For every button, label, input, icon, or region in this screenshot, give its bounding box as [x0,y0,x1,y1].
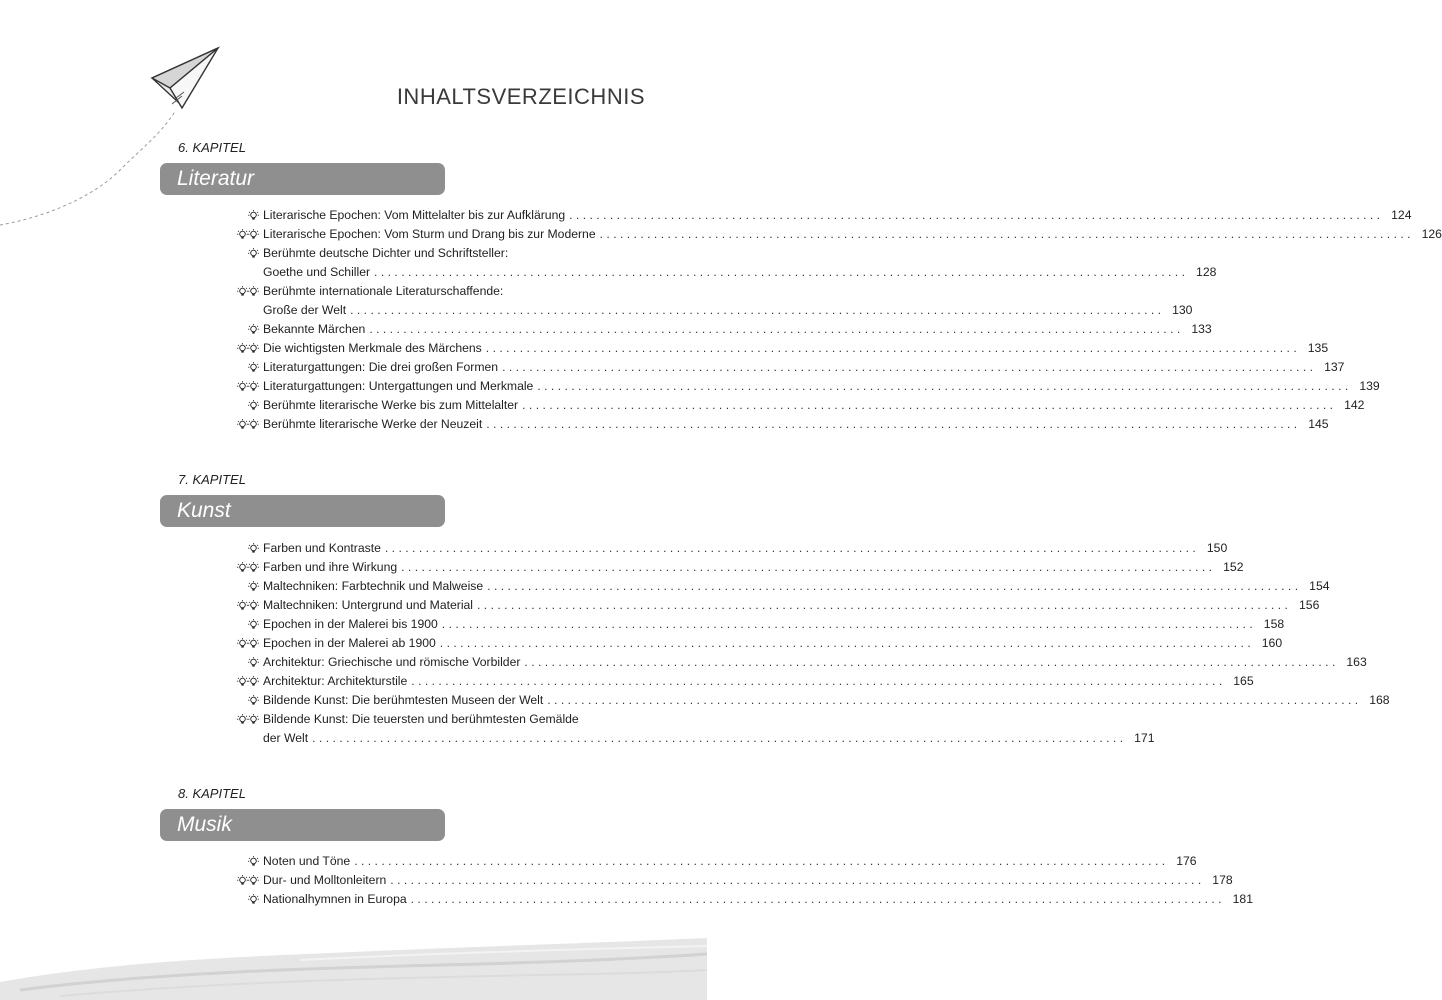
dot-leader: ........................................................................................................................ [569,208,1384,222]
double-lightbulb-icon [237,596,259,615]
chapter-title-bar: Musik [160,809,445,841]
chapter-entry-list [228,539,1390,748]
chapter-label: 7. KAPITEL [178,472,246,487]
toc-entry-row [263,396,1365,415]
toc-entry [228,710,1155,748]
dot-leader: ........................................................................................................................ [441,617,1257,631]
toc-entry-row [263,634,1283,653]
toc-entry [228,225,1442,244]
chapter-label: 6. KAPITEL [178,140,246,155]
toc-entry-row [263,615,1285,634]
toc-entry-title: Literarische Epochen: Vom Sturm und Drang bis zur Moderne [263,227,596,241]
lightbulb-icon [248,244,259,263]
toc-entry-row [263,691,1390,710]
toc-entry [228,596,1320,615]
toc-page-number: 156 [1299,598,1320,612]
dot-leader: ........................................................................................................................ [312,731,1127,745]
toc-entry [228,320,1212,339]
toc-entry-row [263,415,1329,434]
toc-entry-row [263,320,1212,339]
toc-entry [228,852,1197,871]
toc-page-number: 178 [1212,873,1233,887]
toc-entry-row [263,206,1412,225]
chapter-title-bar: Kunst [160,495,445,527]
toc-entry-title: Berühmte literarische Werke bis zum Mittelalter [263,398,519,412]
dot-leader: ........................................................................................................................ [486,417,1301,431]
lightbulb-icon [248,653,259,672]
toc-entry-title: Literarische Epochen: Vom Mittelalter bis zur Aufklärung [263,208,566,222]
toc-entry-row [263,225,1442,244]
lightbulb-icon [248,206,259,225]
chapter-entry-list [228,852,1253,909]
toc-entry-row [263,653,1367,672]
toc-page-number: 181 [1232,892,1253,906]
toc-entry [228,539,1228,558]
toc-entry-row [263,558,1244,577]
toc-entry [228,691,1390,710]
brush-stroke-decoration [0,920,707,1000]
dot-leader: ........................................................................................................................ [599,227,1414,241]
toc-entry-title: Goethe und Schiller [263,265,371,279]
lightbulb-icon [248,320,259,339]
toc-page-number: 150 [1206,541,1228,555]
toc-entry-title: Maltechniken: Farbtechnik und Malweise [263,579,484,593]
toc-page-number: 168 [1369,693,1390,707]
double-lightbulb-icon [237,558,259,577]
lightbulb-icon [248,396,259,415]
toc-entry-row [263,596,1320,615]
toc-entry-title: Epochen in der Malerei ab 1900 [263,636,436,650]
toc-entry-title-line: Bildende Kunst: Die teuersten und berühmtesten Gemälde [263,712,579,726]
toc-entry-row [263,871,1233,890]
double-lightbulb-icon [237,871,259,890]
toc-page-number: 130 [1172,303,1193,317]
toc-page-number: 124 [1391,208,1412,222]
toc-page-number: 163 [1346,655,1367,669]
toc-page-number: 154 [1309,579,1330,593]
toc-entry [228,634,1283,653]
dot-leader: ........................................................................................................................ [374,265,1189,279]
dot-leader: ........................................................................................................................ [522,398,1337,412]
toc-page-number: 128 [1196,265,1217,279]
toc-entry [228,396,1365,415]
toc-page-number: 126 [1421,227,1442,241]
page-title: INHALTSVERZEICHNIS [396,84,645,109]
toc-entry-title: Bekannte Märchen [263,322,366,336]
lightbulb-icon [248,852,259,871]
toc-entry [228,244,1217,282]
toc-page-number: 137 [1324,360,1345,374]
dot-leader: ........................................................................................................................ [410,892,1225,906]
chapter-entry-list [228,206,1442,434]
toc-page-number: 152 [1223,560,1244,574]
chapter-label: 8. KAPITEL [178,786,246,801]
toc-entry-title: Die wichtigsten Merkmale des Märchens [263,341,482,355]
double-lightbulb-icon [237,377,259,396]
toc-entry [228,577,1330,596]
double-lightbulb-icon [237,225,259,244]
toc-page-number: 145 [1308,417,1329,431]
toc-entry-row [263,339,1329,358]
toc-entry-row [263,539,1228,558]
double-lightbulb-icon [237,634,259,653]
dot-leader: ........................................................................................................................ [390,873,1205,887]
toc-entry-title: Architektur: Architekturstile [263,674,408,688]
toc-entry-title: Literaturgattungen: Die drei großen Formen [263,360,499,374]
lightbulb-icon [248,691,259,710]
toc-entry-title: Noten und Töne [263,854,351,868]
toc-entry [228,890,1253,909]
toc-page-number: 158 [1263,617,1285,631]
dot-leader: ........................................................................................................................ [487,579,1302,593]
dot-leader: ........................................................................................................................ [411,674,1226,688]
toc-entry-title: Große der Welt [263,303,347,317]
dot-leader: ........................................................................................................................ [354,854,1169,868]
dot-leader: ........................................................................................................................ [350,303,1165,317]
lightbulb-icon [248,539,259,558]
toc-entry [228,558,1244,577]
toc-page-number: 133 [1191,322,1212,336]
lightbulb-icon [248,890,259,909]
toc-entry [228,615,1285,634]
double-lightbulb-icon [237,710,259,729]
double-lightbulb-icon [237,672,259,691]
toc-entry-title-line: Berühmte deutsche Dichter und Schriftsteller: [263,246,509,260]
toc-entry [228,358,1345,377]
dot-leader: ........................................................................................................................ [477,598,1292,612]
toc-entry-row [263,263,1217,282]
toc-entry [228,653,1367,672]
toc-page-number: 139 [1359,379,1380,393]
toc-entry-title: der Welt [263,731,309,745]
toc-entry-row [263,672,1254,691]
toc-entry-row [263,301,1193,320]
lightbulb-icon [248,358,259,377]
toc-entry [228,377,1380,396]
toc-entry [228,415,1329,434]
dot-leader: ........................................................................................................................ [401,560,1216,574]
toc-entry [228,282,1193,320]
lightbulb-icon [248,577,259,596]
toc-entry [228,672,1254,691]
double-lightbulb-icon [237,282,259,301]
toc-entry-title: Maltechniken: Untergrund und Material [263,598,474,612]
toc-entry-title: Berühmte literarische Werke der Neuzeit [263,417,483,431]
dot-leader: ........................................................................................................................ [384,541,1200,555]
toc-entry-title: Farben und Kontraste [263,541,381,555]
toc-entry-row [263,890,1253,909]
dot-leader: ........................................................................................................................ [524,655,1339,669]
toc-entry-row [263,852,1197,871]
toc-entry-row [263,729,1155,748]
dot-leader: ........................................................................................................................ [502,360,1317,374]
toc-entry [228,339,1329,358]
toc-entry-title: Farben und ihre Wirkung [263,560,398,574]
toc-entry [228,206,1412,225]
lightbulb-icon [248,615,259,634]
toc-page-number: 171 [1134,731,1155,745]
dot-leader: ........................................................................................................................ [439,636,1255,650]
dot-leader: ........................................................................................................................ [369,322,1184,336]
toc-entry-row [263,358,1345,377]
dot-leader: ........................................................................................................................ [547,693,1362,707]
toc-page-number: 160 [1261,636,1283,650]
double-lightbulb-icon [237,415,259,434]
toc-entry-title: Architektur: Griechische und römische Vorbilder [263,655,521,669]
toc-entry-title: Epochen in der Malerei bis 1900 [263,617,438,631]
double-lightbulb-icon [237,339,259,358]
toc-entry-title: Dur- und Molltonleitern [263,873,387,887]
dot-leader: ........................................................................................................................ [485,341,1301,355]
toc-entry-title: Nationalhymnen in Europa [263,892,407,906]
toc-entry-title: Bildende Kunst: Die berühmtesten Museen der Welt [263,693,544,707]
toc-page-number: 135 [1307,341,1329,355]
toc-page-number: 176 [1176,854,1197,868]
toc-entry-title-line: Berühmte internationale Literaturschaffende: [263,284,504,298]
toc-entry [228,871,1233,890]
toc-entry-row [263,577,1330,596]
toc-page-number: 142 [1344,398,1365,412]
toc-page-number: 165 [1233,674,1254,688]
toc-entry-title: Literaturgattungen: Untergattungen und Merkmale [263,379,534,393]
toc-entry-row [263,377,1380,396]
chapter-title-bar: Literatur [160,163,445,195]
dot-leader: ........................................................................................................................ [537,379,1352,393]
